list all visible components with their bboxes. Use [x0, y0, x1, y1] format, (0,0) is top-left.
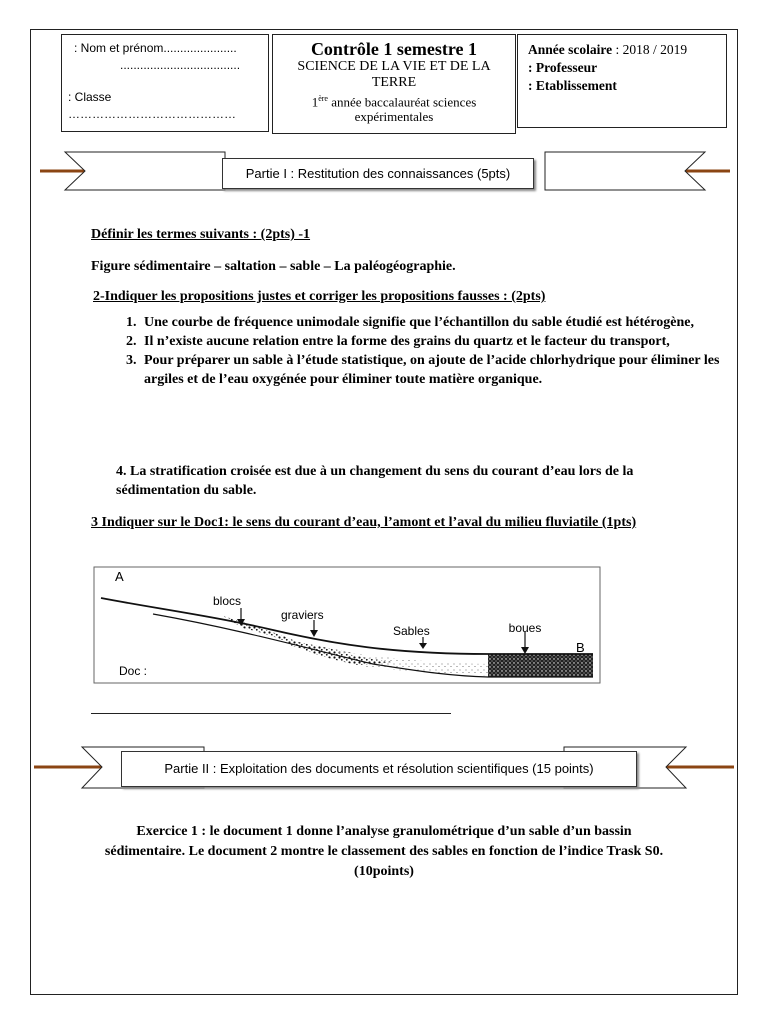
class-label: : Classe	[68, 90, 112, 104]
proposition-2: 2. Il n’existe aucune relation entre la forme des grains du quartz et le facteur du transport,	[140, 332, 720, 351]
q3-title: 3 Indiquer sur le Doc1: le sens du courant d’eau, l’amont et l’aval du milieu fluviatile (1pts)	[91, 515, 637, 530]
doc1-label-blocs: blocs	[213, 594, 242, 608]
q2-title: 2-Indiquer les propositions justes et corriger les propositions fausses : (2pts)	[93, 289, 546, 304]
exam-subject: SCIENCE DE LA VIE ET DE LA TERRE	[297, 59, 491, 90]
answer-line	[91, 713, 451, 714]
professor-label: : Professeur	[528, 60, 598, 75]
proposition-1: 1. Une courbe de fréquence unimodale signifie que l’échantillon du sable étudié est hétérogène,	[140, 313, 720, 332]
doc1-label-boues: boues	[508, 621, 542, 635]
doc1-label-graviers: graviers	[281, 608, 324, 622]
proposition-3: 3. Pour préparer un sable à l’étude statistique, on ajoute de l’acide chlorhydrique pour éliminer les argiles et de l’eau oxygénée pour éliminer toute matière organique.	[140, 351, 720, 389]
q1-title: Définir les termes suivants : (2pts) -1	[91, 227, 311, 242]
school-year: Année scolaire : 2018 / 2019	[528, 42, 688, 57]
school-label: : Etablissement	[528, 78, 617, 93]
class-dots: ……………………………………	[68, 107, 236, 121]
proposition-4: 4. La stratification croisée est due à un changement du sens du courant d’eau lors de la sédimentation du sable.	[116, 464, 634, 498]
name-dots: ....................................	[120, 58, 241, 72]
doc1-figure	[93, 566, 601, 684]
doc1-caption: Doc :	[119, 664, 148, 678]
school-info-box	[517, 34, 727, 128]
exam-level: 1ère année baccalauréat sciences expérimentales	[311, 94, 477, 125]
student-info-box	[61, 34, 269, 132]
partie1-banner-label: Partie I : Restitution des connaissances (5pts)	[222, 158, 534, 189]
partie2-banner-label: Partie II : Exploitation des documents et résolution scientifiques (15 points)	[121, 751, 637, 787]
exam-title: Contrôle 1 semestre 1	[310, 39, 478, 59]
doc1-label-sables: Sables	[393, 624, 430, 638]
name-label: : Nom et prénom......................	[74, 41, 237, 55]
exam-title-box	[272, 34, 516, 134]
q1-terms: Figure sédimentaire – saltation – sable – La paléogéographie.	[91, 259, 456, 274]
doc1-point-a: A	[115, 569, 124, 584]
exercise1-text: Exercice 1 : le document 1 donne l’analyse granulométrique d’un sable d’un bassin sédimentaire. Le document 2 montre le classement des sables en fonction de l’indice Trask S0. (10points)	[104, 824, 664, 879]
doc1-point-b: B	[576, 640, 585, 655]
propositions-list	[98, 313, 720, 389]
